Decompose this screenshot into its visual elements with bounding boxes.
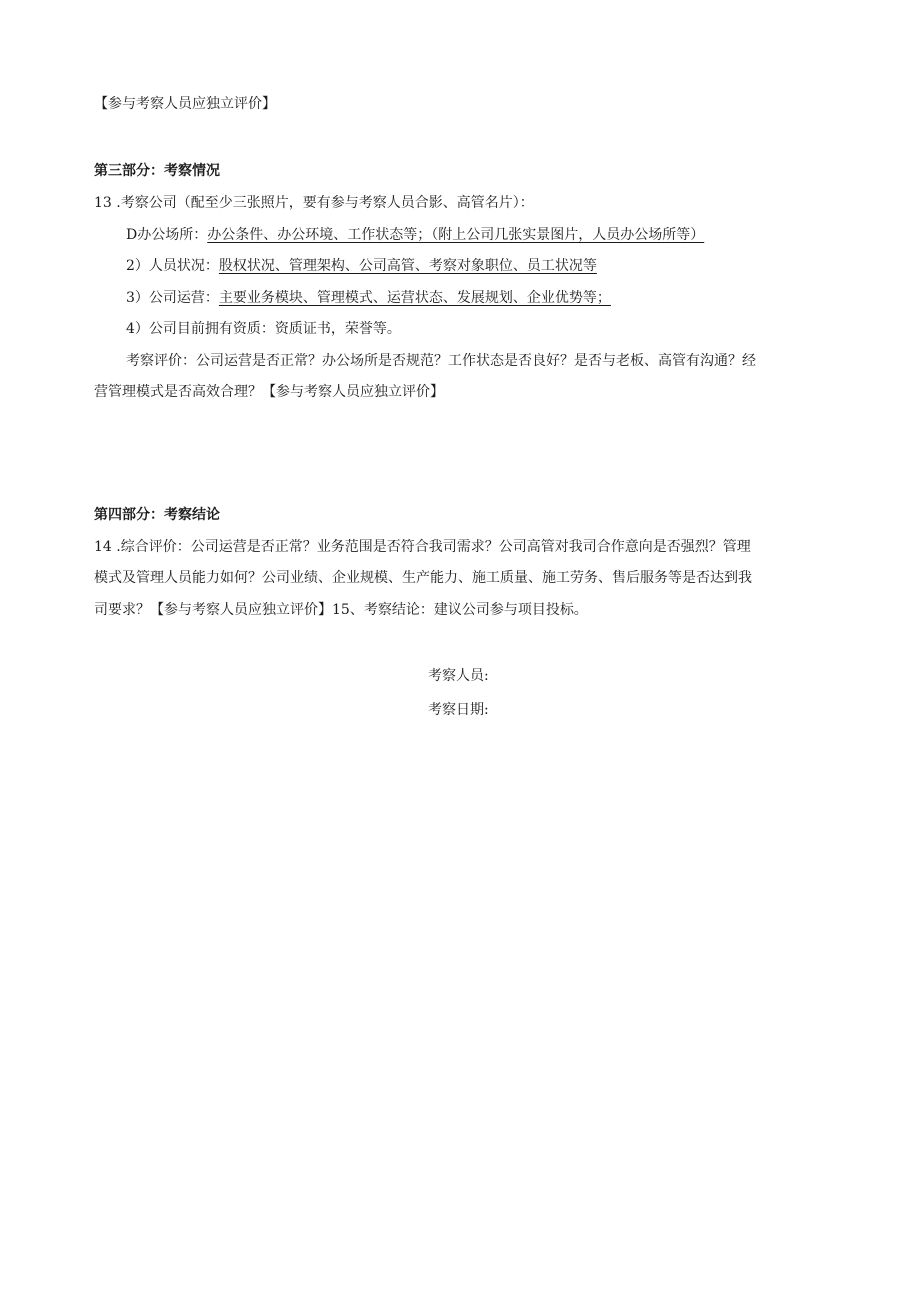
sub-item-personnel [126, 257, 597, 275]
conclusion-line-1: 14 .综合评价：公司运营是否正常？业务范围是否符合我司需求？公司高管对我司合作意向是否强烈？管理 [94, 539, 751, 555]
sub-item-office-detail: 办公条件、办公环境、工作状态等；（附上公司几张实景图片，人员办公场所等） [207, 227, 705, 243]
inspection-date-label: 考察日期: [428, 702, 489, 718]
sub-item-operation-detail: 主要业务模块、管理模式、运营状态、发展规划、企业优势等； [218, 290, 611, 306]
sub-item-qualification: 4）公司目前拥有资质：资质证书，荣誉等。 [126, 321, 401, 337]
evaluation-line-2: 营管理模式是否高效合理？【参与考察人员应独立评价】 [94, 384, 444, 400]
sub-item-personnel-label: 2）人员状况： [126, 258, 219, 274]
sub-item-office [126, 226, 704, 244]
evaluation-line-1: 考察评价：公司运营是否正常？办公场所是否规范？工作状态是否良好？是否与老板、高管有沟通？经 [126, 353, 756, 369]
sub-item-operation-label: 3）公司运营： [126, 290, 219, 306]
part4-heading: 第四部分：考察结论 [94, 507, 220, 523]
inspector-label: 考察人员: [428, 668, 489, 684]
sub-item-office-label: D办公场所： [126, 227, 208, 243]
sub-item-operation [126, 289, 611, 307]
top-note: 【参与考察人员应独立评价】 [94, 96, 276, 112]
conclusion-line-2: 模式及管理人员能力如何？公司业绩、企业规模、生产能力、施工质量、施工劳务、售后服务等是否达到我 [94, 570, 752, 586]
item-13: 13 .考察公司（配至少三张照片，要有参与考察人员合影、高管名片）： [94, 195, 534, 211]
sub-item-personnel-detail: 股权状况、管理架构、公司高管、考察对象职位、员工状况等 [218, 258, 597, 274]
conclusion-line-3: 司要求？【参与考察人员应独立评价】15、考察结论：建议公司参与项目投标。 [94, 602, 588, 618]
part3-heading: 第三部分：考察情况 [94, 163, 220, 179]
